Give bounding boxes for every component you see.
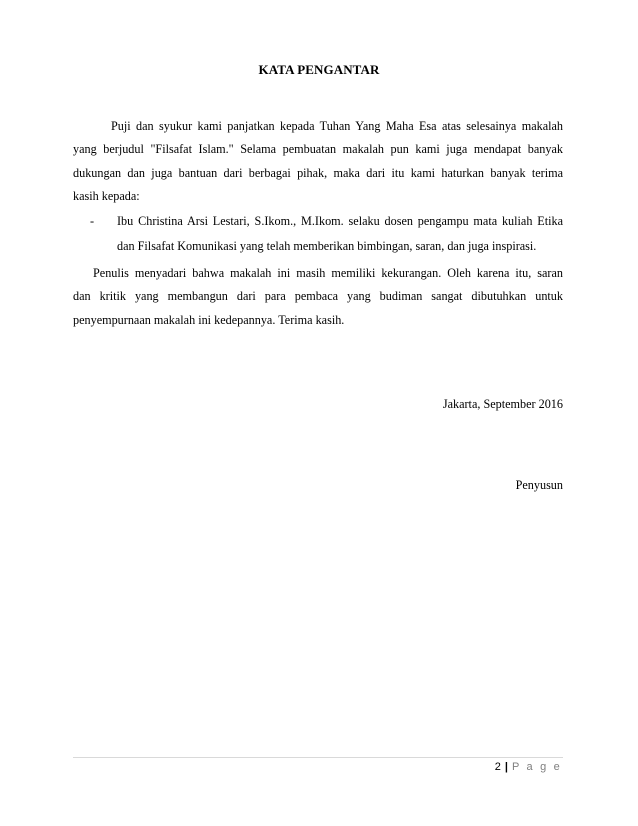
paragraph-line: penyempurnaan makalah ini kedepannya. Terima kasih. xyxy=(73,312,345,327)
paragraph-line: Puji dan syukur kami panjatkan kepada Tuhan Yang Maha Esa atas selesainya makalah xyxy=(111,119,563,133)
list-item xyxy=(117,209,563,259)
footer-separator: | xyxy=(504,761,508,773)
paragraph-line: dukungan dan juga bantuan dari berbagai pihak, maka dari itu kami haturkan banyak terima xyxy=(73,165,563,180)
list-item-line: dan Filsafat Komunikasi yang telah memberikan bimbingan, saran, dan juga inspirasi. xyxy=(117,239,537,253)
paragraph-line: yang berjudul "Filsafat Islam." Selama pembuatan makalah pun kami juga mendapat banyak xyxy=(73,142,563,157)
paragraph-line: Penulis menyadari bahwa makalah ini masih memiliki kekurangan. Oleh karena itu, saran xyxy=(93,266,563,280)
paragraph-line: kasih kepada: xyxy=(73,188,140,203)
page-number: 2 xyxy=(494,761,501,773)
list-bullet: - xyxy=(90,214,95,228)
closing-paragraph xyxy=(73,262,563,332)
list-item-line: Ibu Christina Arsi Lestari, S.Ikom., M.Ikom. selaku dosen pengampu mata kuliah Etika xyxy=(117,214,563,228)
signer: Penyusun xyxy=(515,478,563,492)
place-date: Jakarta, September 2016 xyxy=(442,397,563,411)
page-title: KATA PENGANTAR xyxy=(258,62,380,77)
page-label: P a g e xyxy=(511,761,562,773)
page-footer xyxy=(495,761,562,773)
paragraph-line: dan kritik yang membangun dari para pembaca yang budiman sangat dibutuhkan untuk xyxy=(73,289,563,304)
opening-paragraph xyxy=(73,115,563,208)
footer-divider xyxy=(73,757,563,758)
